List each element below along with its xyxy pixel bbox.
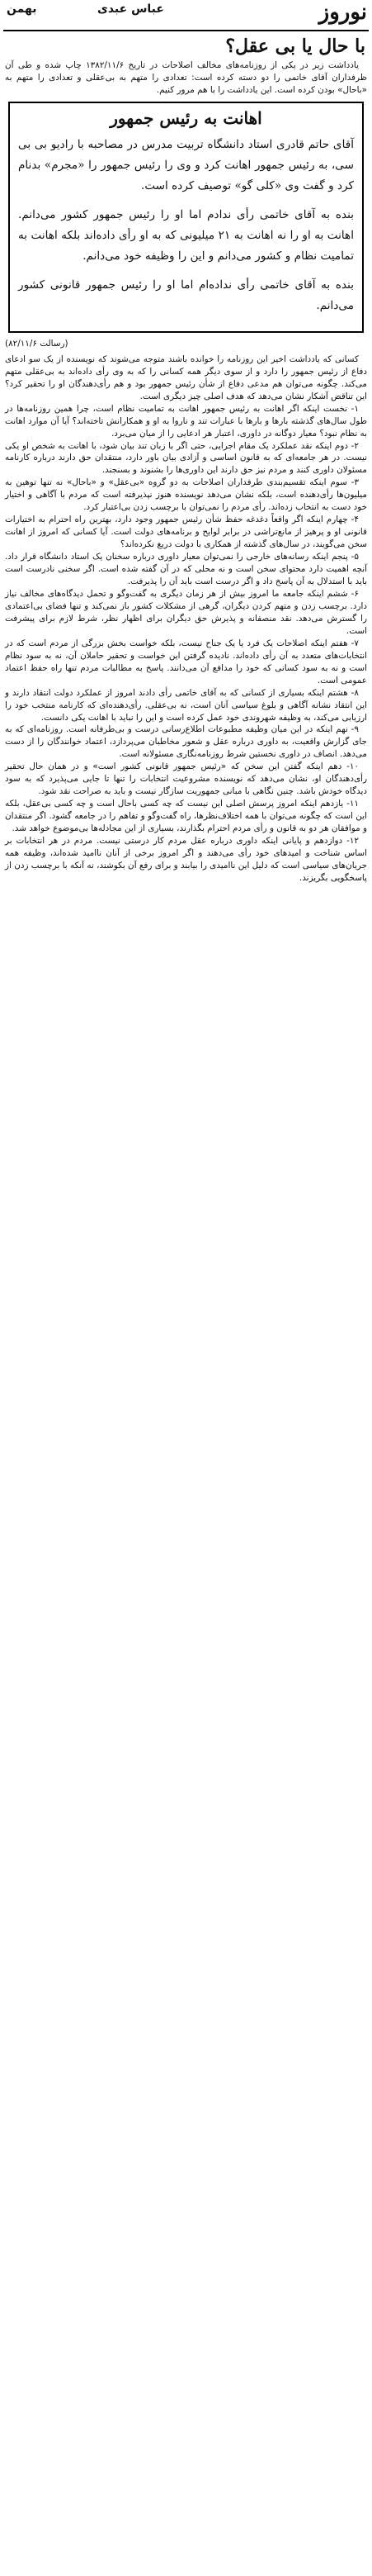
article-headline: با حال یا بی عقل؟ [225, 36, 365, 57]
source-signature: (رسالت ۸۲/۱۱/۶) [5, 338, 68, 349]
intro-paragraph: یادداشت زیر در یکی از روزنامه‌های مخالف اصلاحات در تاریخ ۱۳۸۲/۱۱/۶ چاپ شده و طی آن ظرفداران آقای خاتمی را دو دسته کرده است: تعدادی را متهم به بی‌عقلی و تعدادی را متهم به «باحال» بودن کرده است. این یادداشت را با هم مرور کنیم. [5, 60, 367, 95]
quoted-paragraph: آقای حاتم قادری استاد دانشگاه تربیت مدرس در مصاحبه با رادیو بی بی سی، به رئیس جمهور اهانت کرد و وی را رئیس جمهور را «مجرم» بدنام کرد و گفت وی «کلی گو» توصیف کرده است. [18, 137, 354, 192]
body-paragraph: ۵- پنجم اینکه رسانه‌های خارجی را نمی‌توان معیار داوری درباره سخنان یک استاد دانشگاه قرار داد. آنچه اهمیت دارد محتوای سخن است و نه محلی که در آن گفته شده است. اگر سخنی نادرست است باید با استدلال به آن پاسخ داد و اگر درست است باید آن را پذیرفت. [5, 552, 367, 587]
body-paragraph: ۶- ششم اینکه جامعه ما امروز بیش از هر زمان دیگری به گفت‌وگو و تحمل دیدگاه‌های مخالف نیاز دارد. برچسب زدن و متهم کردن دیگران، گرهی از مشکلات کشور باز نمی‌کند و تنها فضای بی‌اعتمادی را گسترش می‌دهد. نقد منصفانه و پذیرش حق دیگران برای اظهار نظر، شرط لازم برای پیشرفت است. [5, 588, 367, 636]
brand-logo: نوروز [318, 0, 367, 25]
intro-text [5, 59, 367, 97]
body-paragraph: ۳- سوم اینکه تقسیم‌بندی طرفداران اصلاحات به دو گروه «بی‌عقل» و «باحال» نه تنها توهین به میلیون‌ها رأی‌دهنده است، بلکه نشان می‌دهد نویسنده هنوز نپذیرفته است که مردم با آگاهی و اختیار خود دست به انتخاب زده‌اند. رأی مردم را نمی‌توان با برچسب زدن بی‌اعتبار کرد. [5, 477, 367, 513]
article-body [5, 353, 367, 885]
quoted-paragraph: بنده به آقای خاتمی رأی ندادم اما او را رئیس جمهور کشور می‌دانم. اهانت به او را نه اهانت به ۲۱ میلیونی که به او رأی داده‌اند بلکه اهانت به تمامیت نظام و کشور می‌دانم و این را وظیفه خود می‌دانم. [18, 207, 354, 263]
quoted-article-title: اهانت به رئیس جمهور [110, 107, 262, 128]
body-paragraph: ۴- چهارم اینکه اگر واقعاً دغدغه حفظ شأن رئیس جمهور وجود دارد، بهترین راه احترام به اختیارات قانونی او و پرهیز از مانع‌تراشی در برابر لوایح و برنامه‌های دولت است. آیا کسانی که امروز از اهانت سخن می‌گویند، در سال‌های گذشته از همکاری با دولت دریغ نکرده‌اند؟ [5, 515, 367, 550]
body-paragraph: ۸- هشتم اینکه بسیاری از کسانی که به آقای خاتمی رأی دادند امروز از عملکرد دولت انتقاد دارند و این انتقاد نشانه آگاهی و بلوغ سیاسی آنان است، نه بی‌عقلی. رأی‌دهنده‌ای که کارنامه منتخب خود را ارزیابی می‌کند، به وظیفه شهروندی خود عمل کرده است و این را نباید با اهانت یکی دانست. [5, 687, 367, 723]
issue-date: بهمن [7, 2, 37, 16]
body-paragraph: ۹- نهم اینکه در این میان وظیفه مطبوعات اطلاع‌رسانی درست و بی‌طرفانه است. روزنامه‌ای که به جای گزارش واقعیت، به داوری درباره عقل و شعور مخاطبان می‌پردازد، اعتماد خوانندگان را از دست می‌دهد. انصاف در داوری نخستین شرط روزنامه‌نگاری مسئولانه است. [5, 724, 367, 760]
quoted-paragraph: بنده به آقای خاتمی رأی نداده‌ام اما او را رئیس جمهور قانونی کشور می‌دانم. [18, 278, 354, 312]
masthead [0, 0, 372, 30]
body-paragraph: ۱۰- دهم اینکه گفتن این سخن که «رئیس جمهور قانونی کشور است» و در همان حال تحقیر رأی‌دهندگان او، نشان می‌دهد که نویسنده مشروعیت انتخابات را تنها تا جایی می‌پذیرد که به سود دیدگاه خودش باشد. چنین نگاهی با مبانی جمهوریت سازگار نیست و باید به صراحت نقد شود. [5, 761, 367, 797]
body-paragraph: ۱۱- یازدهم اینکه امروز پرسش اصلی این نیست که چه کسی باحال است و چه کسی بی‌عقل، بلکه این است که چگونه می‌توان با همه اختلاف‌نظرها، راه گفت‌وگو و تفاهم را در جامعه گشود. اگر منتقدان و موافقان هر دو به قانون و رأی مردم احترام بگذارند، بسیاری از این مجادله‌ها بی‌موضوع خواهد شد. [5, 799, 367, 834]
body-paragraph: ۱- نخست اینکه اگر اهانت به رئیس جمهور اهانت به تمامیت نظام است، چرا همین روزنامه‌ها در طول سال‌های گذشته بارها و بارها با عبارات تند و ناروا به او و همکارانش تاخته‌اند؟ آیا آن موارد اهانت به نظام نبود؟ معیار دوگانه در داوری، اعتبار هر ادعایی را از میان می‌برد. [5, 403, 367, 439]
quoted-article-box [8, 102, 364, 333]
body-paragraph: ۲- دوم اینکه نقد عملکرد یک مقام اجرایی، حتی اگر با زبان تند بیان شود، با اهانت به شخص او یکی نیست. در هر جامعه‌ای که به قانون اساسی و آزادی بیان باور دارد، منتقدان حق دارند درباره کارنامه مسئولان داوری کنند و مردم نیز حق دارند این داوری‌ها را بشنوند و بسنجند. [5, 440, 367, 476]
body-paragraph: کسانی که یادداشت اخیر این روزنامه را خوانده باشند متوجه می‌شوند که نویسنده از یک سو ادعای دفاع از رئیس جمهور را دارد و از سوی دیگر همه کسانی را که به وی رأی داده‌اند به بی‌عقلی متهم می‌کند. چگونه می‌توان هم مدعی دفاع از شأن رئیس جمهور بود و هم رأی‌دهندگان او را تحقیر کرد؟ این تناقض آشکار نشان می‌دهد که هدف اصلی چیز دیگری است. [5, 353, 367, 401]
header-divider [3, 30, 369, 31]
author-name: عباس عبدی [97, 2, 164, 16]
body-paragraph: ۱۲- دوازدهم و پایانی اینکه داوری درباره عقل مردم کار درستی نیست. مردم در هر انتخابات بر اساس شناخت و امیدهای خود رأی می‌دهند و اگر امروز برخی از آنان ناامید شده‌اند، وظیفه همه جریان‌های سیاسی است که دلیل این ناامیدی را بیابند و برای رفع آن بکوشند، نه آنکه با برچسب زدن از پاسخگویی بگریزند. [4, 836, 367, 883]
body-paragraph: ۷- هفتم اینکه اصلاحات یک فرد یا یک جناح نیست، بلکه خواست بخش بزرگی از مردم است که در انتخابات‌های متعدد به آن رأی داده‌اند. نادیده گرفتن این خواست و تحقیر حاملان آن، نه به سود نظام است و نه به سود کسانی که خود را مدافع آن می‌دانند. پاسخ به مطالبات مردم تنها راه حفظ اعتماد عمومی است. [5, 638, 367, 686]
